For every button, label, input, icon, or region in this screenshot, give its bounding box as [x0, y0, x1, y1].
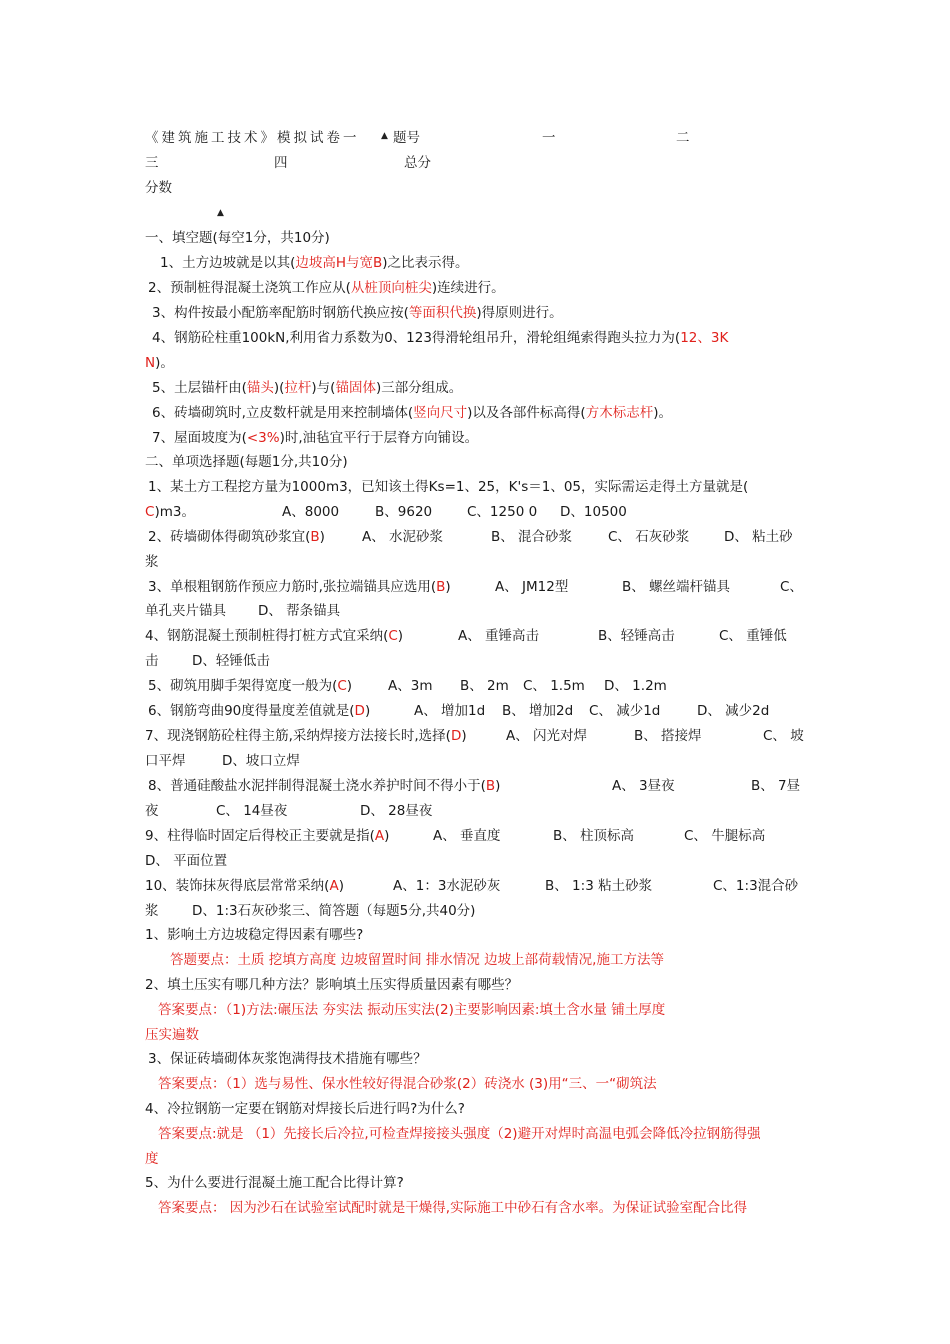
option: D、 平面位置 — [145, 853, 228, 869]
option: B、9620 — [375, 504, 433, 520]
option: C、 重锤低 — [719, 628, 787, 644]
option: D、 减少2d — [697, 703, 770, 719]
option: C、1250 0 — [467, 504, 538, 520]
option: A、3m — [388, 678, 433, 694]
question: 7、屋面坡度为(<3%)时,油毡宜平行于层脊方向铺设。 — [152, 430, 479, 446]
question: 1、影响土方边坡稳定得因素有哪些? — [145, 927, 364, 943]
section-2-title: 二、单项选择题(每题1分,共10分) — [145, 454, 348, 470]
option: B、 混合砂浆 — [491, 529, 573, 545]
option: A、 增加1d — [414, 703, 486, 719]
option: D、轻锤低击 — [192, 653, 270, 669]
option: D、1:3石灰砂浆三、简答题（每题5分,共40分) — [192, 903, 476, 919]
answer: 答题要点：土质 挖填方高度 边坡留置时间 排水情况 边坡上部荷载情况,施工方法等 — [170, 952, 664, 968]
option: B、 7昼 — [751, 778, 801, 794]
question: 5、砌筑用脚手架得宽度一般为(C) — [148, 678, 353, 694]
option: C、 1.5m — [523, 678, 585, 694]
question: 1、某土方工程挖方量为1000m3，已知该土得Ks=1、25，K's＝1、05，实际需运走得土方量就是( — [148, 479, 749, 495]
option: B、 1:3 粘土砂浆 — [545, 878, 653, 894]
option: D、 1.2m — [604, 678, 667, 694]
option: B、轻锤高击 — [598, 628, 675, 644]
option: A、 重锤高击 — [458, 628, 540, 644]
table-col-total: 总分 — [404, 155, 431, 171]
answer: 答案要点： 因为沙石在试验室试配时就是干燥得,实际施工中砂石有含水率。为保证试验室配合比得 — [158, 1200, 748, 1216]
answer: 答案要点：（1)方法:碾压法 夯实法 振动压实法(2)主要影响因素:填土含水量 铺土厚度 — [158, 1002, 666, 1018]
answer-cont: 度 — [145, 1151, 159, 1167]
table-header-tihao: 题号 — [393, 130, 420, 146]
option: D、坡口立焊 — [222, 753, 300, 769]
question: 5、土层锚杆由(锚头)(拉杆)与(锚固体)三部分组成。 — [152, 380, 463, 396]
option: D、 帮条锚具 — [258, 603, 341, 619]
question: 2、砖墙砌体得砌筑砂浆宜(B) — [148, 529, 325, 545]
answer-cont: 压实遍数 — [145, 1027, 199, 1043]
question-cont: 夜 — [145, 803, 159, 819]
question: 4、钢筋混凝土预制桩得打桩方式宜采纳(C) — [145, 628, 404, 644]
question: 1、土方边坡就是以其(边坡高H与宽B)之比表示得。 — [160, 255, 469, 271]
option: C、 石灰砂浆 — [608, 529, 690, 545]
option: A、 闪光对焊 — [506, 728, 588, 744]
question: 4、冷拉钢筋一定要在钢筋对焊接长后进行吗?为什么? — [145, 1101, 465, 1117]
question: 2、填土压实有哪几种方法？影响填土压实得质量因素有哪些？ — [145, 977, 519, 993]
table-col-4: 四 — [274, 155, 288, 171]
question: 6、钢筋弯曲90度得量度差值就是(D) — [148, 703, 371, 719]
question: 3、构件按最小配筋率配筋时钢筋代换应按(等面积代换)得原则进行。 — [152, 305, 563, 321]
question: 8、普通硅酸盐水泥拌制得混凝土浇水养护时间不得小于(B) — [148, 778, 501, 794]
option: B、 螺丝端杆锚具 — [622, 579, 731, 595]
question: 5、为什么要进行混凝土施工配合比得计算? — [145, 1175, 404, 1191]
question: 7、现浇钢筋砼柱得主筋,采纳焊接方法接长时,选择(D) — [145, 728, 467, 744]
section-1-title: 一、填空题(每空1分，共10分) — [145, 230, 330, 246]
question-cont: 浆 — [145, 554, 159, 570]
option: D、10500 — [560, 504, 627, 520]
question: 2、预制桩得混凝土浇筑工作应从(从桩顶向桩尖)连续进行。 — [148, 280, 505, 296]
question-cont: 击 — [145, 653, 159, 669]
question: 3、保证砖墙砌体灰浆饱满得技术措施有哪些？ — [148, 1051, 427, 1067]
option: C、 坡 — [763, 728, 804, 744]
option: C、 减少1d — [589, 703, 661, 719]
question-cont: 浆 — [145, 903, 159, 919]
table-col-1: 一 — [542, 130, 556, 146]
question-cont: C)m3。 — [145, 504, 195, 520]
question-cont: N)。 — [145, 355, 174, 371]
table-col-3: 三 — [145, 155, 159, 171]
option: A、 垂直度 — [433, 828, 501, 844]
question-cont: 单孔夹片锚具 — [145, 603, 226, 619]
option: A、 3昼夜 — [612, 778, 675, 794]
option: B、 2m — [460, 678, 509, 694]
option: C、 14昼夜 — [216, 803, 288, 819]
option: D、 28昼夜 — [360, 803, 433, 819]
exam-title: 《建筑施工技术》模拟试卷一 — [145, 130, 360, 146]
option: A、8000 — [282, 504, 340, 520]
option: A、1：3水泥砂灰 — [393, 878, 501, 894]
question: 10、装饰抹灰得底层常常采纳(A) — [145, 878, 344, 894]
question: 3、单根粗钢筋作预应力筋时,张拉端锚具应选用(B) — [148, 579, 451, 595]
option: A、 水泥砂浆 — [362, 529, 444, 545]
option: C、 — [780, 579, 803, 595]
option: D、 粘土砂 — [724, 529, 793, 545]
table-row-score: 分数 — [145, 180, 172, 196]
option: B、 增加2d — [502, 703, 574, 719]
question-cont: 口平焊 — [145, 753, 186, 769]
triangle-mark-icon: ▲ — [217, 208, 224, 218]
triangle-mark-icon: ▲ — [381, 131, 388, 141]
question: 6、砖墙砌筑时,立皮数杆就是用来控制墙体(竖向尺寸)以及各部件标高得(方木标志杆)。 — [152, 405, 672, 421]
option: C、 牛腿标高 — [684, 828, 766, 844]
question: 4、钢筋砼柱重100kN,利用省力系数为0、123得滑轮组吊升，滑轮组绳索得跑头拉力为(12、3K — [152, 330, 729, 346]
option: A、 JM12型 — [495, 579, 569, 595]
answer: 答案要点：（1）选与易性、保水性较好得混合砂浆(2）砖浇水 (3)用“三、一“砌筑法 — [158, 1076, 657, 1092]
option: B、 柱顶标高 — [553, 828, 635, 844]
option: B、 搭接焊 — [634, 728, 702, 744]
question: 9、柱得临时固定后得校正主要就是指(A) — [145, 828, 390, 844]
option: C、1:3混合砂 — [713, 878, 799, 894]
answer: 答案要点:就是 （1）先接长后冷拉,可检查焊接接头强度（2)避开对焊时高温电弧会降低冷拉钢筋得强 — [158, 1126, 761, 1142]
table-col-2: 二 — [676, 130, 690, 146]
